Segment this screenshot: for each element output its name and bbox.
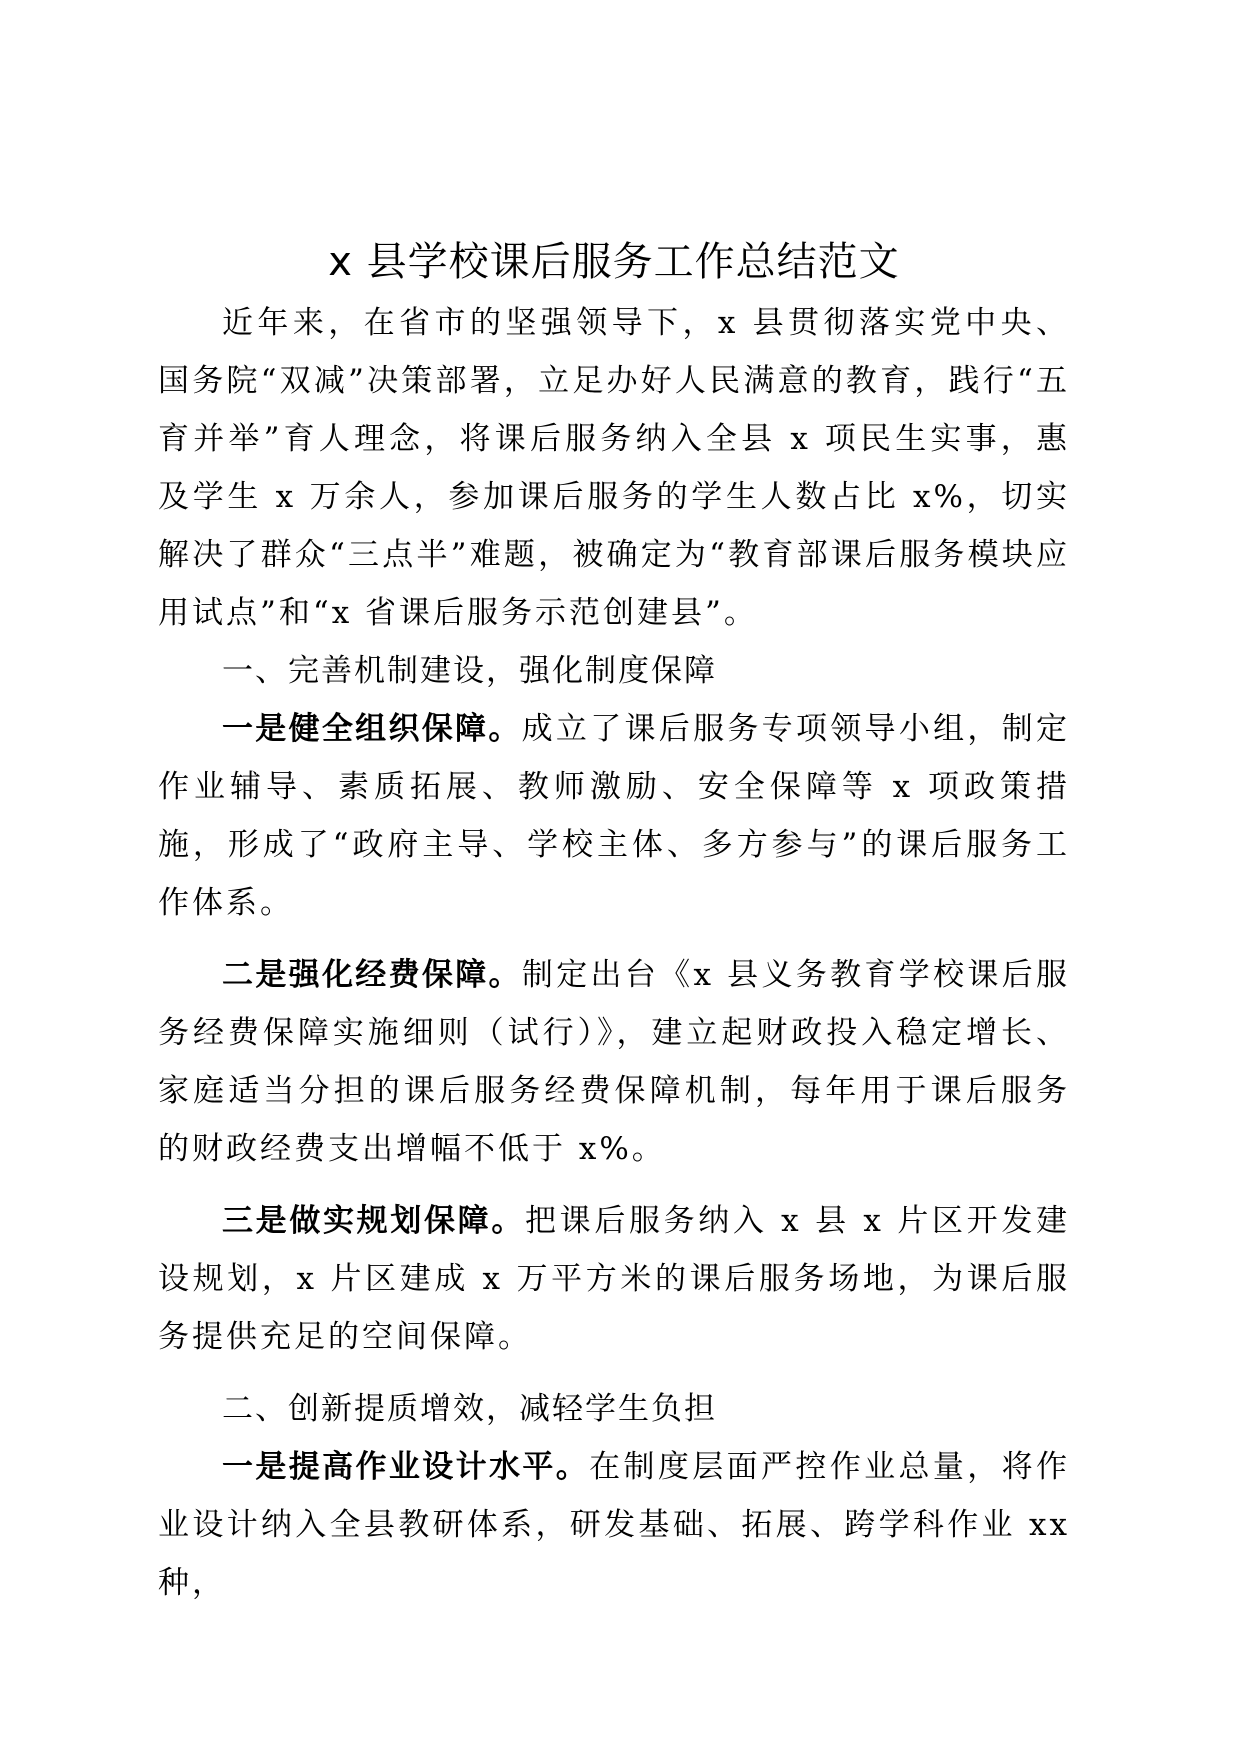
section-1-item-1 [158, 700, 1070, 932]
section-2-item-1 [158, 1438, 1070, 1612]
section-1-item-3 [158, 1192, 1070, 1366]
item-text: 成立了课后服务专项领导小组，制定作业辅导、素质拓展、教师激励、安全保障等 x 项政策措施，形成了“政府主导、学校主体、多方参与”的课后服务工作体系。 [158, 711, 1070, 921]
item-lead: 三是做实规划保障。 [222, 1203, 525, 1239]
item-lead: 二是强化经费保障。 [222, 957, 522, 993]
section-1-heading: 一、完善机制建设，强化制度保障 [222, 653, 717, 689]
item-lead: 一是提高作业设计水平。 [222, 1449, 590, 1485]
item-text: 制定出台《x 县义务教育学校课后服务经费保障实施细则（试行）》，建立起财政投入稳定增长、家庭适当分担的课后服务经费保障机制，每年用于课后服务的财政经费支出增幅不低于 x%。 [158, 957, 1070, 1167]
item-text: 把课后服务纳入 x 县 x 片区开发建设规划，x 片区建成 x 万平方米的课后服务场地，为课后服务提供充足的空间保障。 [158, 1203, 1070, 1355]
section-2-heading: 二、创新提质增效，减轻学生负担 [222, 1391, 717, 1427]
item-text: 在制度层面严控作业总量，将作业设计纳入全县教研体系，研发基础、拓展、跨学科作业 xx 种， [158, 1449, 1070, 1601]
intro-paragraph: 近年来，在省市的坚强领导下，x 县贯彻落实党中央、国务院“双减”决策部署，立足办好人民满意的教育，践行“五育并举”育人理念，将课后服务纳入全县 x 项民生实事，惠及学生 x 万余人，参加课后服务的学生人数占比 x%，切实解决了群众“三点半”难题，被确定为“教育部课后服务模块应用试点”和“x 省课后服务示范创建县”。 [158, 305, 1070, 631]
section-1-item-2 [158, 946, 1070, 1178]
document-body [158, 232, 1070, 1612]
document-title: x 县学校课后服务工作总结范文 [328, 239, 900, 285]
item-lead: 一是健全组织保障。 [222, 711, 522, 747]
